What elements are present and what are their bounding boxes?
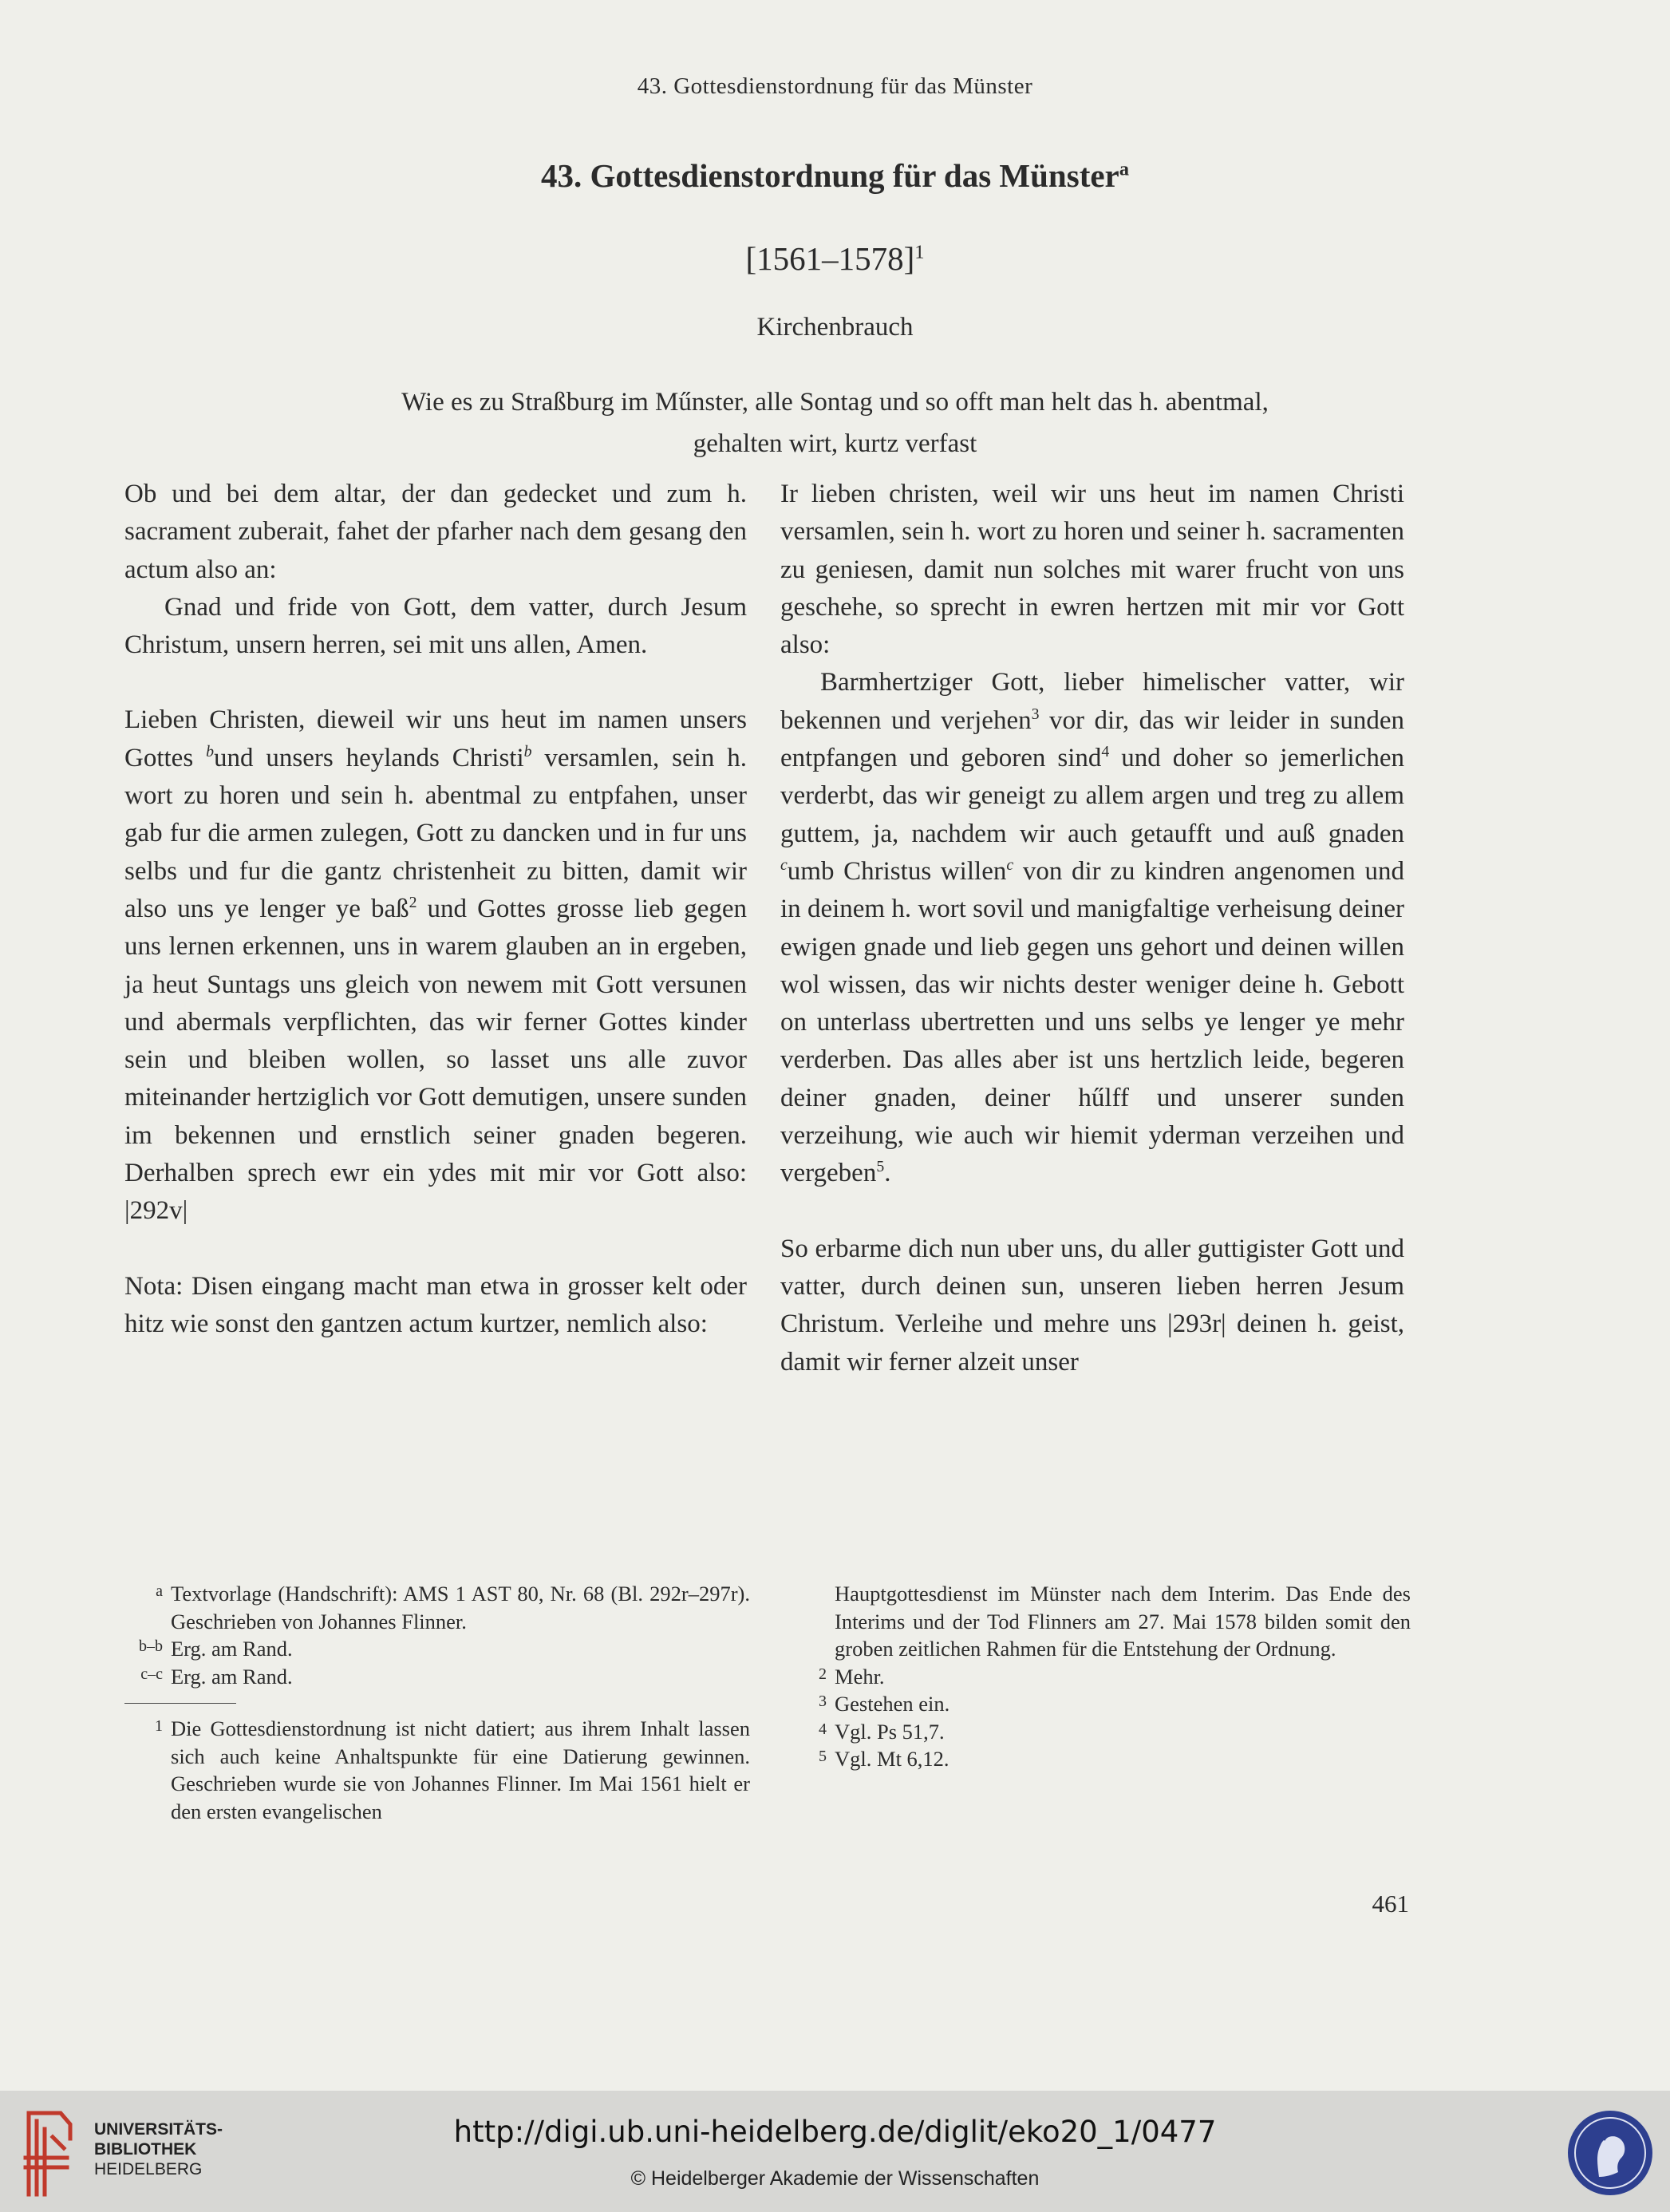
footnote-text: Erg. am Rand. bbox=[171, 1637, 293, 1661]
paragraph: Barmhertziger Gott, lieber himelischer vatter, wir bekennen und verjehen$^3$ vor dir, das wir leider in sunden entpfangen und geboren sind$^4$ und doher so jemerlichen verderbt, das wir geneigt zu allem argen und treg zu allem guttem, ja, nachdem wir auch getaufft und auß gnaden $^c$umb Christus willen$^c$ von dir zu kindren angenomen und in deinem h. wort sovil und manigfaltige verheisung deiner ewigen gnade und lieb gegen uns gehort und deinen willen wol wissen, das wir nichts dester weniger deine h. Gebott on unterlass ubertretten und uns selbs ye lenger ye mehr verderben. Das alles aber ist uns hertzlich leide, begeren deiner gnaden, deiner hűlff und unserer sunden verzeihung, wie auch wir hiemit yderman verzeihen und vergeben$^5$. bbox=[780, 668, 1404, 1188]
paragraph: Ob und bei dem altar, der dan gedecket und zum h. sacrament zuberait, fahet der pfarher nach dem gesang den actum also an: bbox=[124, 480, 747, 584]
footnote-marker: a bbox=[156, 1582, 163, 1600]
footnote bbox=[124, 1580, 750, 1635]
footnote-text: Erg. am Rand. bbox=[171, 1664, 293, 1689]
permalink-url[interactable]: http://digi.ub.uni-heidelberg.de/diglit/eko20_1/0477 bbox=[453, 2115, 1217, 2149]
footnote-mark: b bbox=[206, 742, 214, 760]
footnote-mark: 5 bbox=[876, 1158, 885, 1176]
footnote-text: Textvorlage (Handschrift): AMS 1 AST 80, Nr. 68 (Bl. 292r–297r). Geschrieben von Johannes Flinner. bbox=[171, 1582, 750, 1633]
document-title: 43. Gottesdienstordnung für das Münster$^a$ bbox=[540, 157, 1130, 194]
footnote-marker: 5 bbox=[819, 1748, 827, 1765]
intro-line: Wie es zu Straßburg im Műnster, alle Sontag und so offt man helt das h. abentmal, bbox=[401, 388, 1269, 417]
footnote-text: Vgl. Ps 51,7. bbox=[835, 1719, 945, 1744]
paragraph: Lieben Christen, dieweil wir uns heut im namen unsers Gottes $^b$und unsers heylands Christi$^b$ versamlen, sein h. wort zu horen und sein h. abentmal zu entpfahen, unser gab fur die armen zulegen, Gott zu dancken und in fur uns selbs und fur die gantz christenheit zu bitten, damit wir also uns ye lenger ye baß$^2$ und Gottes grosse lieb gegen uns lernen erkennen, uns in warem glauben an in ergeben, ja heut Suntags uns gleich von newem mit Gott versunen und abermals verpflichten, das wir ferner Gottes kinder sein und bleiben wollen, so lasset uns alle zuvor miteinander hertziglich vor Gott demutigen, unsere sunden im bekennen und ernstlich seiner gnaden begeren. Derhalben sprech ewr ein ydes mit mir vor Gott also: |292v| bbox=[124, 705, 747, 1226]
footnote bbox=[124, 1635, 750, 1663]
footnote-continuation bbox=[788, 1580, 1411, 1663]
running-head: 43. Gottesdienstordnung für das Münster bbox=[637, 73, 1033, 99]
footnote-text: Hauptgottesdienst im Münster nach dem Interim. Das Ende des Interims und der Tod Flinners am 27. Mai 1578 bilden somit den groben zeitlichen Rahmen für die Entstehung der Ordnung. bbox=[835, 1582, 1411, 1661]
footnote-divider bbox=[124, 1703, 236, 1704]
paragraph: Gnad und fride von Gott, dem vatter, durch Jesum Christum, unsern herren, sei mit uns allen, Amen. bbox=[124, 592, 747, 660]
footnote-marker: b–b bbox=[139, 1637, 163, 1655]
library-name-line: HEIDELBERG bbox=[94, 2160, 203, 2178]
footnote-mark: c bbox=[1006, 855, 1014, 874]
footnote-text: Gestehen ein. bbox=[835, 1692, 950, 1716]
paragraph: Ir lieben christen, weil wir uns heut im namen Christi versamlen, sein h. wort zu horen und seiner h. sacramenten zu geniesen, damit nun solches mit warer frucht von uns geschehe, so sprecht in ewren hertzen mit mir vor Gott also: bbox=[780, 480, 1404, 660]
footnote-mark: 4 bbox=[1101, 743, 1110, 761]
footnote-mark: 3 bbox=[1031, 705, 1040, 723]
footnote-mark: a bbox=[1119, 158, 1130, 180]
academy-seal-icon[interactable] bbox=[1565, 2108, 1655, 2198]
paragraph: Nota: Disen eingang macht man etwa in grosser kelt oder hitz wie sonst den gantzen actum kurtzer, nemlich also: bbox=[124, 1271, 747, 1338]
footnote-marker: c–c bbox=[140, 1665, 163, 1683]
footnote bbox=[124, 1715, 750, 1825]
footnotes-left bbox=[124, 1580, 750, 1825]
page-number: 461 bbox=[1372, 1890, 1409, 1918]
footnote-text: Mehr. bbox=[835, 1664, 885, 1689]
footnote-marker: 1 bbox=[155, 1717, 163, 1735]
footnote bbox=[124, 1663, 750, 1691]
intro-line: gehalten wirt, kurtz verfast bbox=[693, 429, 977, 458]
footnote-text: Vgl. Mt 6,12. bbox=[835, 1747, 949, 1771]
footnote-text: Die Gottesdienstordnung ist nicht datiert; aus ihrem Inhalt lassen sich auch keine Anhaltspunkte für eine Datierung gewinnen. Geschrieben wurde sie von Johannes Flinner. Im Mai 1561 hielt er den ersten evangelischen bbox=[171, 1716, 750, 1823]
intro-heading bbox=[0, 381, 1670, 464]
footnote bbox=[788, 1663, 1411, 1691]
library-name-line: BIBLIOTHEK bbox=[94, 2140, 197, 2159]
left-column bbox=[124, 476, 747, 1343]
footnote bbox=[788, 1718, 1411, 1746]
footnotes-right bbox=[788, 1580, 1411, 1773]
document-date: [1561–1578]$^1$ bbox=[745, 240, 925, 277]
document-subtitle: Kirchenbrauch bbox=[756, 313, 914, 342]
footnote-marker: 3 bbox=[819, 1693, 827, 1710]
footnote bbox=[788, 1745, 1411, 1773]
footnote-marker: 2 bbox=[819, 1665, 827, 1683]
footnote-mark: b bbox=[523, 742, 532, 760]
right-column bbox=[780, 476, 1404, 1381]
footnote-mark: 1 bbox=[914, 241, 925, 263]
viewer-footer bbox=[0, 2091, 1670, 2212]
copyright-notice: © Heidelberger Akademie der Wissenschaften bbox=[630, 2167, 1040, 2190]
footnote-mark: c bbox=[780, 855, 788, 874]
footnote-marker: 4 bbox=[819, 1720, 827, 1738]
footnote bbox=[788, 1690, 1411, 1718]
library-name-line: UNIVERSITÄTS- bbox=[94, 2120, 223, 2139]
paragraph: So erbarme dich nun uber uns, du aller guttigister Gott und vatter, durch deinen sun, unseren lieben herren Jesum Christum. Verleihe und mehre uns |293r| deinen h. geist, damit wir ferner alzeit unser bbox=[780, 1234, 1404, 1377]
footnote-mark: 2 bbox=[409, 893, 417, 911]
